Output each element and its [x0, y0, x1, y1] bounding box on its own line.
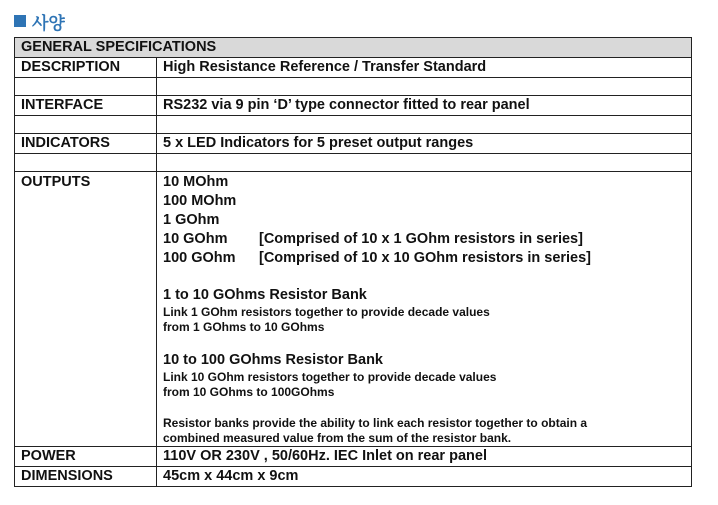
bank2-title: 10 to 100 GOhms Resistor Bank — [163, 352, 383, 368]
indicators-row — [15, 134, 692, 154]
bank2-line1: Link 10 GOhm resistors together to provide decade values — [163, 370, 497, 384]
output-value-line: 100 MOhm — [163, 193, 237, 209]
description-row — [15, 58, 692, 78]
footnote-line2: combined measured value from the sum of the resistor bank. — [163, 431, 512, 445]
specifications-table — [14, 37, 692, 487]
dimensions-row — [15, 467, 692, 487]
bank2-line2: from 10 GOhms to 100GOhms — [163, 385, 335, 399]
outputs-row — [15, 172, 692, 447]
bank1-line2: from 1 GOhms to 10 GOhms — [163, 320, 325, 334]
square-bullet-icon — [14, 15, 26, 27]
power-value: 110V OR 230V , 50/60Hz. IEC Inlet on rear panel — [157, 447, 692, 467]
general-specifications-row — [15, 38, 692, 58]
general-specifications-title: GENERAL SPECIFICATIONS — [15, 38, 692, 58]
power-row — [15, 447, 692, 467]
outputs-value — [157, 172, 692, 447]
dimensions-label: DIMENSIONS — [15, 467, 157, 487]
power-label: POWER — [15, 447, 157, 467]
bank1-title: 1 to 10 GOhms Resistor Bank — [163, 287, 367, 303]
spacer-row — [15, 78, 692, 96]
section-heading-title: 사양 — [32, 13, 65, 34]
section-heading — [14, 9, 65, 33]
footnote-line1: Resistor banks provide the ability to link each resistor together to obtain a — [163, 416, 588, 430]
output-value-line: 10 MOhm — [163, 174, 229, 190]
indicators-label: INDICATORS — [15, 134, 157, 154]
interface-row — [15, 96, 692, 116]
output-value-line: 10 GOhm [Comprised of 10 x 1 GOhm resistors in series] — [163, 231, 583, 247]
spacer-row — [15, 116, 692, 134]
description-value: High Resistance Reference / Transfer Standard — [157, 58, 692, 78]
bank1-line1: Link 1 GOhm resistors together to provide decade values — [163, 305, 490, 319]
interface-value: RS232 via 9 pin ‘D’ type connector fitted to rear panel — [157, 96, 692, 116]
indicators-value: 5 x LED Indicators for 5 preset output ranges — [157, 134, 692, 154]
interface-label: INTERFACE — [15, 96, 157, 116]
outputs-label: OUTPUTS — [15, 172, 157, 447]
spacer-row — [15, 154, 692, 172]
dimensions-value: 45cm x 44cm x 9cm — [157, 467, 692, 487]
description-label: DESCRIPTION — [15, 58, 157, 78]
output-value-line: 1 GOhm — [163, 212, 220, 228]
output-value-line: 100 GOhm [Comprised of 10 x 10 GOhm resistors in series] — [163, 250, 592, 266]
